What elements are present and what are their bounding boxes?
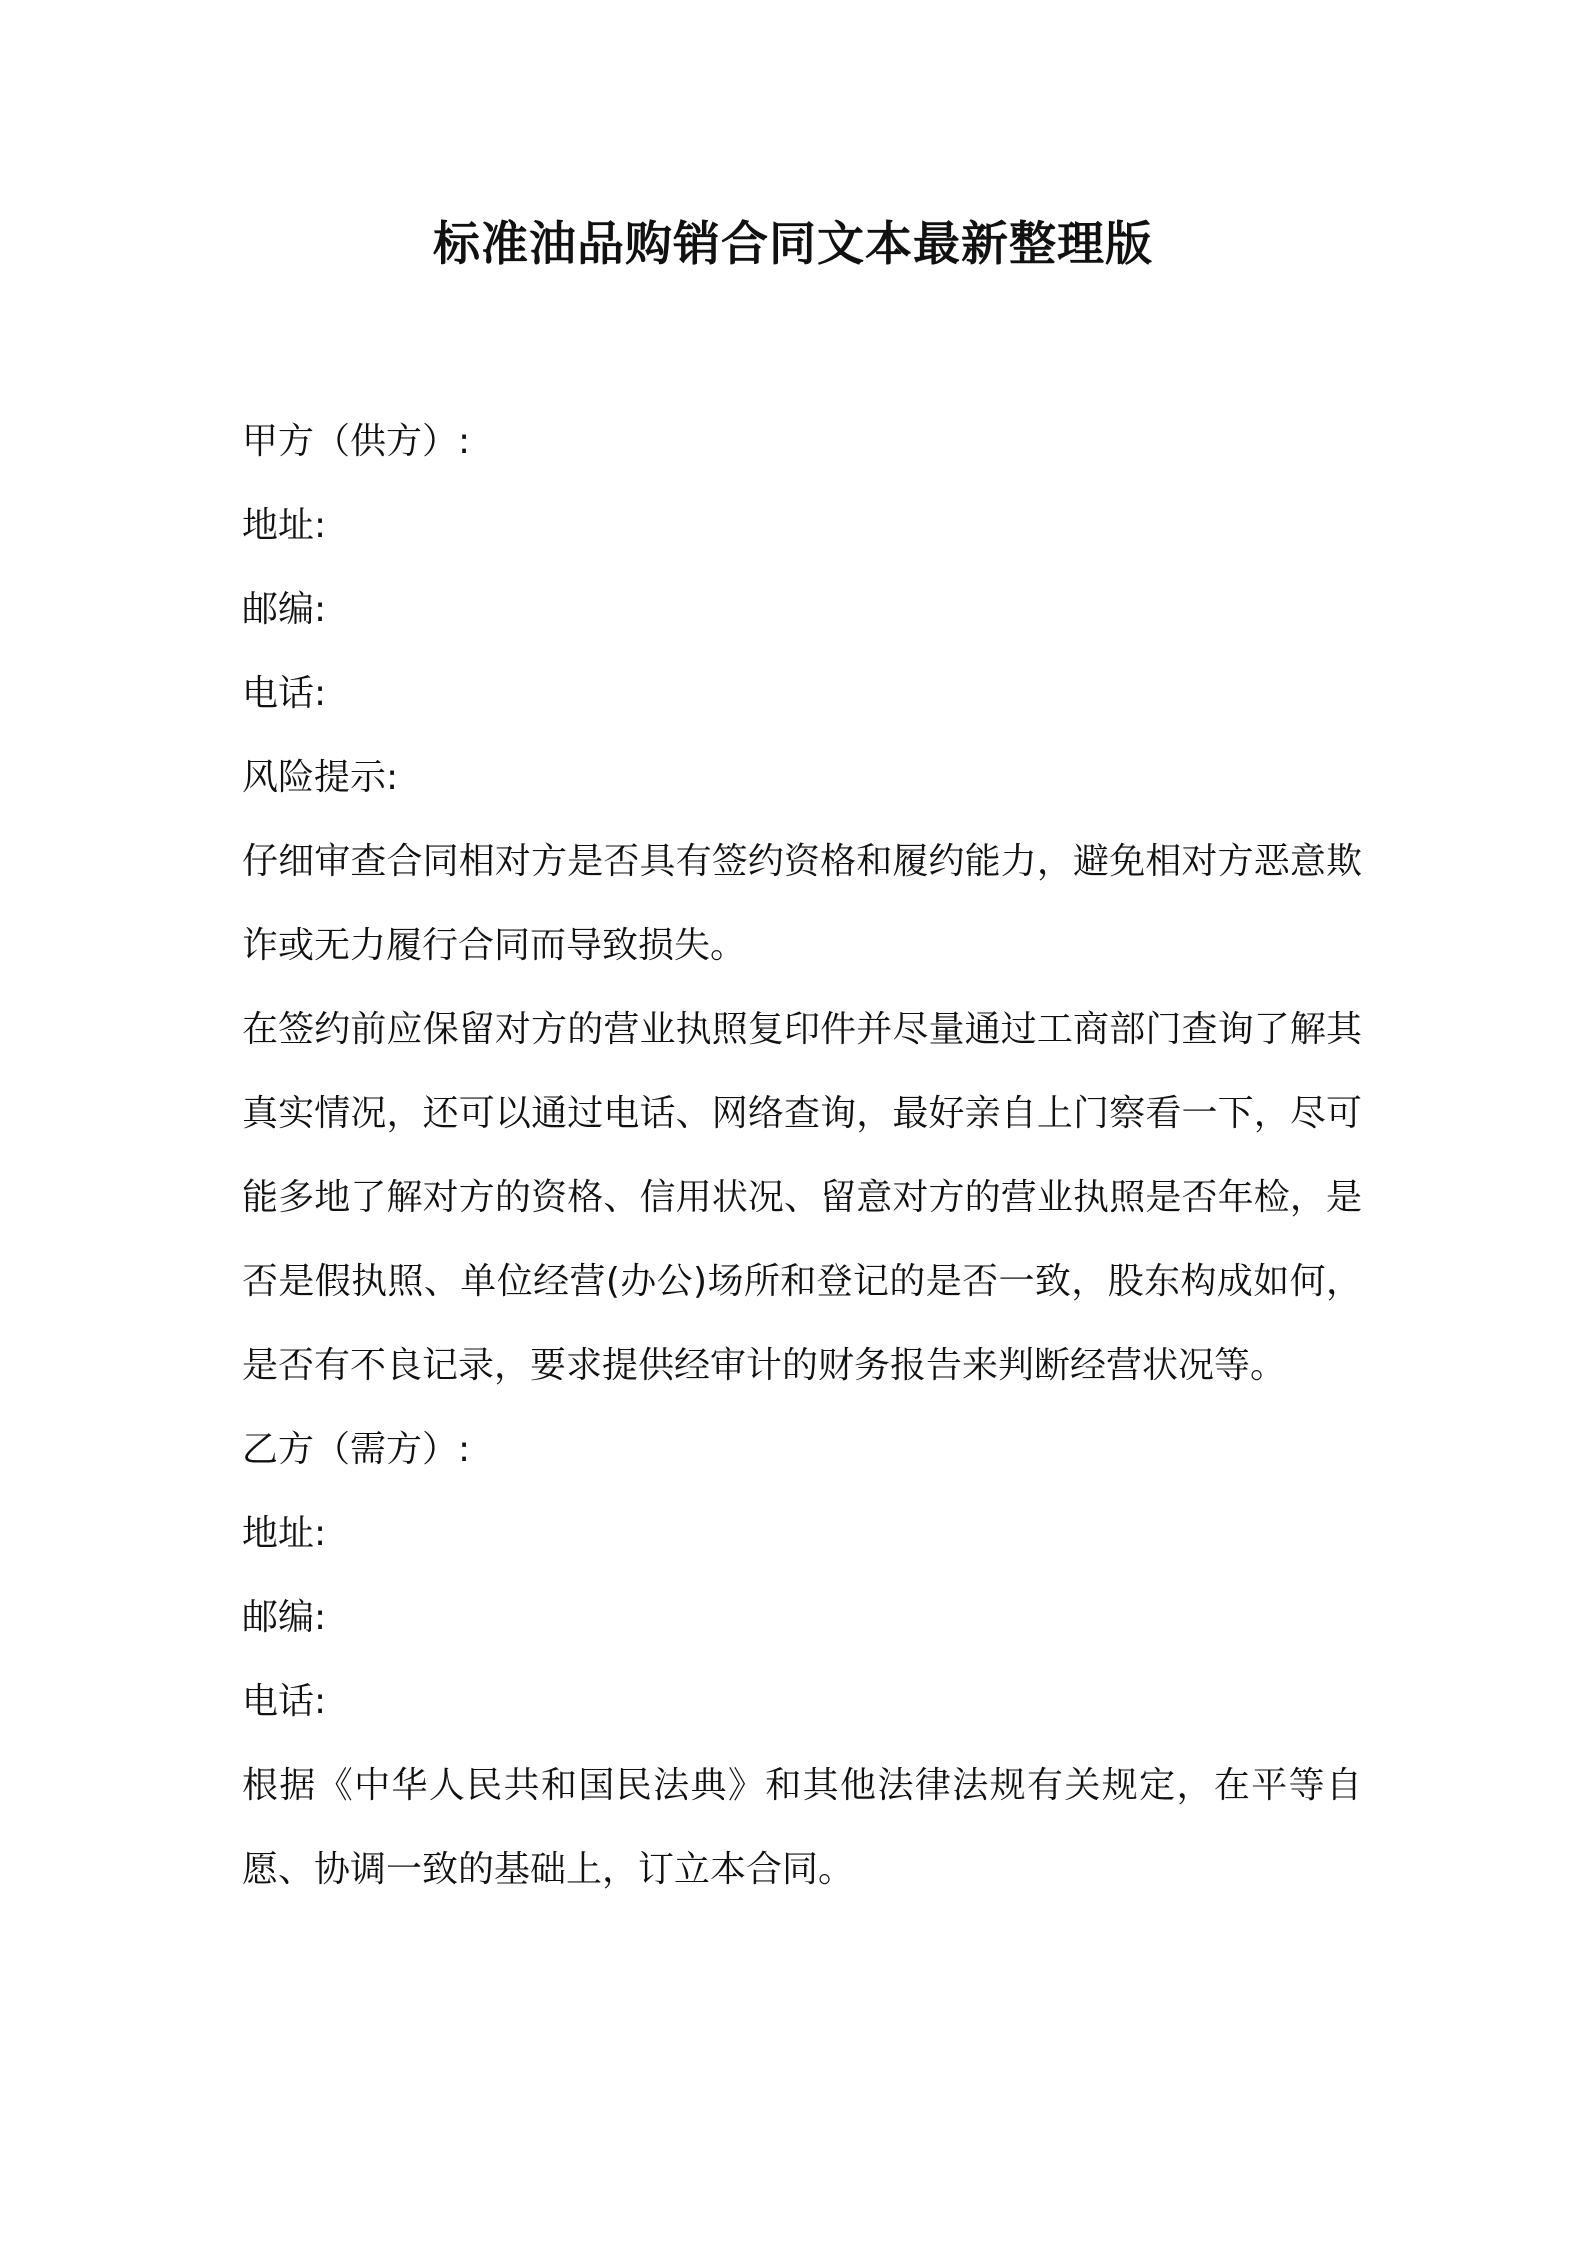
party-a-postcode-label: 邮编: <box>242 589 327 630</box>
party-b-address-label: 地址: <box>242 1513 327 1554</box>
party-b-label: 乙方（需方）: <box>242 1429 471 1470</box>
risk-paragraph-1: 仔细审查合同相对方是否具有签约资格和履约能力，避免相对方恶意欺诈或无力履行合同而导致损失。 <box>242 841 1362 966</box>
party-a-phone-label: 电话: <box>242 673 327 714</box>
risk-heading: 风险提示: <box>242 757 399 798</box>
party-b-postcode-label: 邮编: <box>242 1597 327 1638</box>
party-a-address-label: 地址: <box>242 505 327 546</box>
party-a-label: 甲方（供方）: <box>242 421 471 462</box>
document-title: 标准油品购销合同文本最新整理版 <box>433 217 1153 272</box>
risk-paragraph-2: 在签约前应保留对方的营业执照复印件并尽量通过工商部门查询了解其真实情况，还可以通过电话、网络查询，最好亲自上门察看一下，尽可能多地了解对方的资格、信用状况、留意对方的营业执照是否年检，是否是假执照、单位经营(办公)场所和登记的是否一致，股东构成如何，是否有不良记录，要求提供经审计的财务报告来判断经营状况等。 <box>242 1009 1362 1386</box>
document-body <box>242 400 1362 1912</box>
basis-paragraph: 根据《中华人民共和国民法典》和其他法律法规有关规定，在平等自愿、协调一致的基础上，订立本合同。 <box>242 1765 1362 1890</box>
party-b-phone-label: 电话: <box>242 1681 327 1722</box>
